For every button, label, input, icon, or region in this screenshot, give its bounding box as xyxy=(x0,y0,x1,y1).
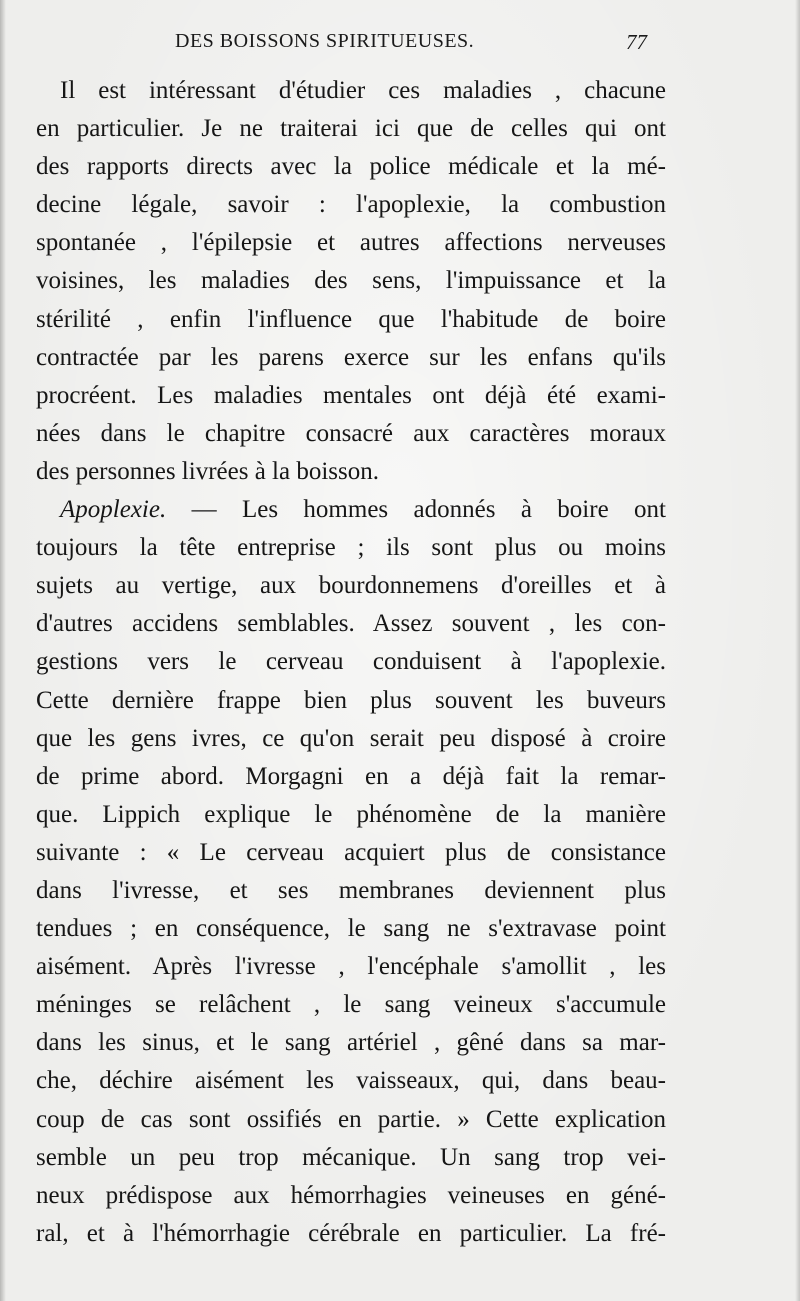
text-line: ral, et à l'hémorrhagie cérébrale en particulier. La fré- xyxy=(36,1219,666,1247)
text-line: que. Lippich explique le phénomène de la manière xyxy=(36,800,666,828)
running-head xyxy=(0,30,800,60)
body-text xyxy=(36,72,666,1253)
text-line: spontanée , l'épilepsie et autres affections nerveuses xyxy=(36,229,666,257)
text-line: che, déchire aisément les vaisseaux, qui, dans beau- xyxy=(36,1067,666,1095)
text-line: que les gens ivres, ce qu'on serait peu disposé à croire xyxy=(36,724,666,752)
text-line: neux prédispose aux hémorrhagies veineuses en géné- xyxy=(36,1181,666,1209)
text-line: dans l'ivresse, et ses membranes deviennent plus xyxy=(36,876,666,904)
text-line: sujets au vertige, aux bourdonnemens d'oreilles et à xyxy=(36,572,666,600)
page-left-edge-shadow xyxy=(0,0,6,1301)
text-line: dans les sinus, et le sang artériel , gêné dans sa mar- xyxy=(36,1029,666,1057)
page-number: 77 xyxy=(626,30,647,54)
heading-line-rest: — Les hommes adonnés à boire ont xyxy=(166,496,666,524)
paragraph-introduction xyxy=(36,72,666,491)
text-line: nées dans le chapitre consacré aux caractères moraux xyxy=(36,419,666,447)
text-line: semble un peu trop mécanique. Un sang trop vei- xyxy=(36,1143,666,1171)
page-right-edge-shadow xyxy=(795,0,800,1301)
text-line: coup de cas sont ossifiés en partie. » Cette explication xyxy=(36,1105,666,1133)
text-line: stérilité , enfin l'influence que l'habitude de boire xyxy=(36,305,666,333)
text-line: tendues ; en conséquence, le sang ne s'extravase point xyxy=(36,915,666,943)
text-line: aisément. Après l'ivresse , l'encéphale s'amollit , les xyxy=(36,953,666,981)
text-line: voisines, les maladies des sens, l'impuissance et la xyxy=(36,267,666,295)
text-line: Cette dernière frappe bien plus souvent les buveurs xyxy=(36,686,666,714)
text-line: d'autres accidens semblables. Assez souvent , les con- xyxy=(36,610,666,638)
text-line: gestions vers le cerveau conduisent à l'apoplexie. xyxy=(36,648,666,676)
text-line: de prime abord. Morgagni en a déjà fait la remar- xyxy=(36,762,666,790)
text-line: en particulier. Je ne traiterai ici que de celles qui ont xyxy=(36,115,666,143)
text-line: procréent. Les maladies mentales ont déjà été exami- xyxy=(36,381,666,409)
text-line: contractée par les parens exerce sur les enfans qu'ils xyxy=(36,343,666,371)
text-line: méninges se relâchent , le sang veineux s'accumule xyxy=(36,991,666,1019)
text-line: toujours la tête entreprise ; ils sont plus ou moins xyxy=(36,534,666,562)
text-line: des personnes livrées à la boisson. xyxy=(36,457,379,485)
paragraph-apoplexie xyxy=(36,491,666,1253)
text-line: Il est intéressant d'étudier ces maladies , chacune xyxy=(60,77,666,104)
text-line: suivante : « Le cerveau acquiert plus de consistance xyxy=(36,838,666,866)
text-line: des rapports directs avec la police médicale et la mé- xyxy=(36,153,666,181)
running-title: DES BOISSONS SPIRITUEUSES. xyxy=(175,30,475,52)
text-line xyxy=(36,491,666,529)
section-heading-apoplexie: Apoplexie. xyxy=(60,496,167,524)
text-line: decine légale, savoir : l'apoplexie, la combustion xyxy=(36,191,666,219)
